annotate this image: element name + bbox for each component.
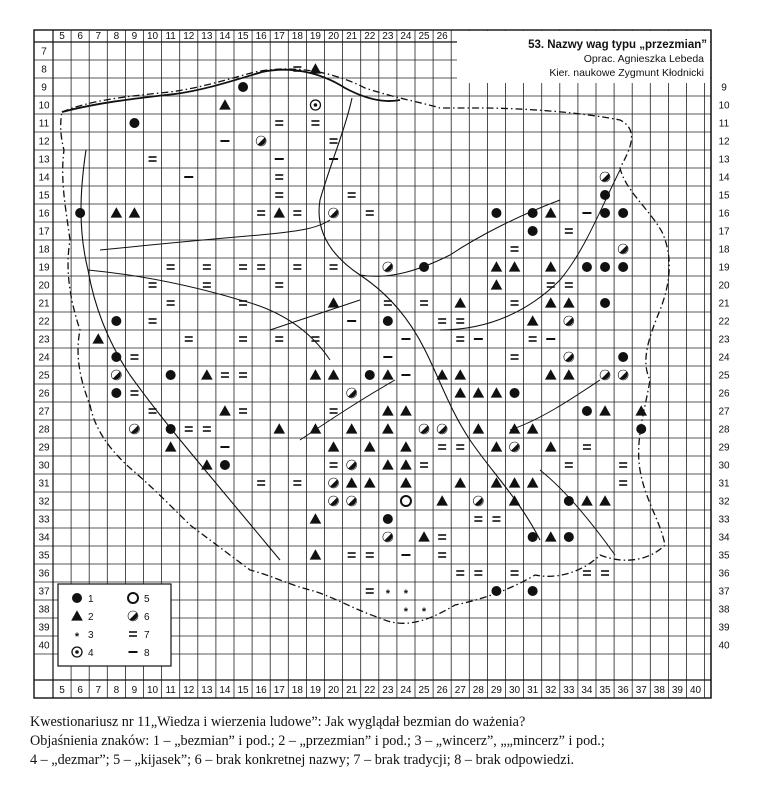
row-label-left: 18 [38,244,50,256]
symbol-dot [510,388,520,398]
symbol-dot [383,316,393,326]
legend-code: 3 [88,630,94,641]
row-label-right: 33 [718,514,730,526]
col-label-top: 25 [418,31,430,42]
row-label-right: 20 [718,280,730,292]
col-label-top: 16 [255,31,267,42]
col-label-top: 22 [364,31,376,42]
legend-code: 7 [144,630,150,641]
row-label-right: 28 [718,424,730,436]
row-label-left: 7 [41,46,47,58]
row-label-left: 14 [38,172,50,184]
col-label-bottom: 27 [454,685,466,696]
symbol-dot [383,514,393,524]
col-label-bottom: 23 [382,685,394,696]
symbol-dot [220,460,230,470]
col-label-bottom: 38 [653,685,665,696]
col-label-bottom: 20 [327,685,340,696]
row-label-right: 38 [718,604,730,616]
map-author: Oprac. Agnieszka Lebeda [583,53,704,65]
col-label-top: 21 [346,31,358,42]
legend [58,584,171,666]
col-label-top: 13 [201,31,213,42]
row-label-right: 32 [718,496,730,508]
symbol-dot [419,262,429,272]
row-label-left: 25 [38,370,50,382]
row-label-right: 10 [718,100,730,112]
row-label-left: 13 [38,154,50,166]
col-label-bottom: 12 [183,685,195,696]
col-label-bottom: 6 [77,685,83,696]
row-label-left: 36 [38,568,50,580]
row-label-left: 37 [38,586,50,598]
col-label-top: 26 [436,31,448,42]
map-title: 53. Nazwy wag typu „przezmian” [528,39,707,51]
svg-text:*: * [385,588,390,600]
row-label-right: 36 [718,568,730,580]
row-label-right: 34 [718,532,730,544]
row-label-left: 19 [38,262,50,274]
symbol-asterisk [404,606,409,618]
svg-text:*: * [74,631,80,643]
row-label-left: 29 [38,442,50,454]
symbol-dot [111,388,121,398]
col-label-top: 11 [165,31,176,42]
map-supervisor: Kier. naukowe Zygmunt Kłodnicki [549,67,704,79]
col-label-bottom: 25 [418,685,430,696]
row-label-right: 22 [718,316,730,328]
col-label-bottom: 21 [346,685,358,696]
col-label-bottom: 19 [309,685,322,696]
col-label-bottom: 22 [364,685,376,696]
symbol-asterisk [404,588,409,600]
row-label-right: 30 [718,460,730,472]
col-label-bottom: 10 [146,685,159,696]
row-label-left: 12 [38,136,50,148]
symbol-dot [600,298,610,308]
col-label-top: 14 [219,31,231,42]
row-label-right: 13 [718,154,730,166]
col-label-top: 9 [131,31,138,42]
symbol-asterisk [422,606,427,618]
row-label-left: 10 [38,100,50,112]
col-label-bottom: 28 [472,685,484,696]
col-label-bottom: 18 [291,685,303,696]
symbol-dot [111,316,121,326]
row-label-left: 32 [38,496,50,508]
legend-code: 6 [144,612,150,623]
symbol-asterisk [386,588,391,600]
symbol-dot [528,208,538,218]
col-label-top: 5 [59,31,65,42]
symbol-dot [238,82,248,92]
symbol-dot [618,262,628,272]
symbol-dot [564,532,574,542]
col-label-top: 8 [113,31,120,42]
col-label-bottom: 17 [273,685,285,696]
symbol-asterisk [75,631,80,643]
row-label-right: 31 [718,478,730,490]
symbol-dot [600,208,610,218]
col-label-top: 23 [382,31,394,42]
row-label-left: 11 [38,118,50,130]
row-label-right: 21 [718,298,730,310]
col-label-bottom: 7 [95,685,102,696]
col-label-bottom: 9 [131,685,138,696]
row-label-left: 24 [38,352,50,364]
row-label-left: 17 [38,226,50,238]
symbol-dot [365,370,375,380]
col-label-bottom: 16 [255,685,267,696]
row-label-right: 27 [718,406,730,418]
row-label-left: 21 [38,298,50,310]
row-label-right: 14 [718,172,730,184]
col-label-bottom: 39 [671,685,684,696]
col-label-bottom: 40 [689,685,702,696]
row-label-right: 25 [718,370,730,382]
col-label-bottom: 24 [400,685,412,696]
col-label-top: 15 [237,31,249,42]
symbol-dot [636,424,646,434]
row-label-left: 15 [38,190,50,202]
caption-legend-part2: 4 – „dezmar”; 5 – „kijasek”; 6 – brak konkretnej nazwy; 7 – brak tradycji; 8 – brak odpowiedzi. [30,752,575,768]
col-label-bottom: 32 [545,685,557,696]
symbol-dot [166,424,176,434]
row-label-right: 18 [718,244,730,256]
symbol-dot [491,586,501,596]
row-label-left: 22 [38,316,50,328]
row-label-right: 37 [718,586,730,598]
col-label-bottom: 14 [219,685,231,696]
row-label-right: 9 [721,82,727,94]
col-label-bottom: 29 [490,685,503,696]
symbol-dot [600,262,610,272]
symbol-dot [564,496,574,506]
row-label-left: 39 [38,622,50,634]
symbol-dot [528,586,538,596]
symbol-dot [111,352,121,362]
symbol-dot [528,532,538,542]
row-label-right: 19 [718,262,730,274]
row-label-right: 17 [718,226,730,238]
symbol-dot [166,370,176,380]
col-label-top: 24 [400,31,412,42]
row-label-left: 9 [41,82,47,94]
row-label-right: 26 [718,388,730,400]
svg-text:*: * [421,606,427,618]
col-label-bottom: 35 [599,685,611,696]
row-label-right: 11 [718,118,730,130]
row-label-left: 40 [38,640,50,652]
symbol-dot [618,352,628,362]
symbol-dot [618,208,628,218]
row-label-left: 23 [38,334,50,346]
row-label-left: 26 [38,388,50,400]
col-label-top: 12 [183,31,195,42]
row-label-right: 35 [718,550,730,562]
legend-code: 4 [88,648,94,659]
col-label-top: 17 [273,31,285,42]
caption-question: Kwestionariusz nr 11„Wiedza i wierzenia ludowe”: Jak wyglądał bezmian do ważenia? [30,714,526,730]
col-label-bottom: 26 [436,685,448,696]
row-label-right: 29 [718,442,730,454]
col-label-bottom: 37 [635,685,647,696]
row-label-left: 33 [38,514,50,526]
legend-code: 5 [144,594,150,605]
symbol-dot [582,262,592,272]
row-label-right: 23 [718,334,730,346]
col-label-top: 18 [291,31,303,42]
col-label-top: 10 [146,31,159,42]
row-label-left: 8 [41,64,47,76]
row-label-left: 28 [38,424,50,436]
symbol-dot [75,208,85,218]
row-label-right: 39 [718,622,730,634]
symbol-dot [582,406,592,416]
legend-code: 8 [144,648,150,659]
legend-code: 1 [88,594,94,605]
col-label-bottom: 30 [508,685,521,696]
row-label-left: 30 [38,460,50,472]
col-label-top: 20 [327,31,340,42]
col-label-bottom: 8 [113,685,120,696]
svg-text:*: * [403,606,409,618]
svg-text:*: * [403,588,409,600]
row-label-right: 12 [718,136,730,148]
col-label-bottom: 36 [617,685,629,696]
row-label-left: 20 [38,280,50,292]
symbol-dot [72,593,82,603]
row-label-left: 35 [38,550,50,562]
symbol-dot [600,190,610,200]
caption-legend-part1: Objaśnienia znaków: 1 – „bezmian” i pod.; 2 – „przezmian” i pod.; 3 – „wincerz”, „„mincerz” i pod.; [30,733,605,749]
row-label-left: 34 [38,532,50,544]
col-label-bottom: 33 [563,685,575,696]
row-label-left: 31 [38,478,50,490]
symbol-dot [491,208,501,218]
symbol-dot [528,226,538,236]
col-label-bottom: 13 [201,685,213,696]
symbol-dot [129,118,139,128]
row-label-left: 16 [38,208,50,220]
col-label-top: 7 [95,31,102,42]
legend-code: 2 [88,612,94,623]
row-label-left: 27 [38,406,50,418]
caption [30,713,750,770]
row-label-right: 40 [718,640,730,652]
row-label-right: 16 [718,208,730,220]
col-label-top: 6 [77,31,83,42]
col-label-top: 19 [309,31,322,42]
col-label-bottom: 34 [581,685,593,696]
row-label-right: 24 [718,352,730,364]
col-label-bottom: 11 [165,685,176,696]
row-label-right: 15 [718,190,730,202]
col-label-bottom: 15 [237,685,249,696]
col-label-bottom: 5 [59,685,65,696]
col-label-bottom: 31 [527,685,539,696]
row-label-left: 38 [38,604,50,616]
